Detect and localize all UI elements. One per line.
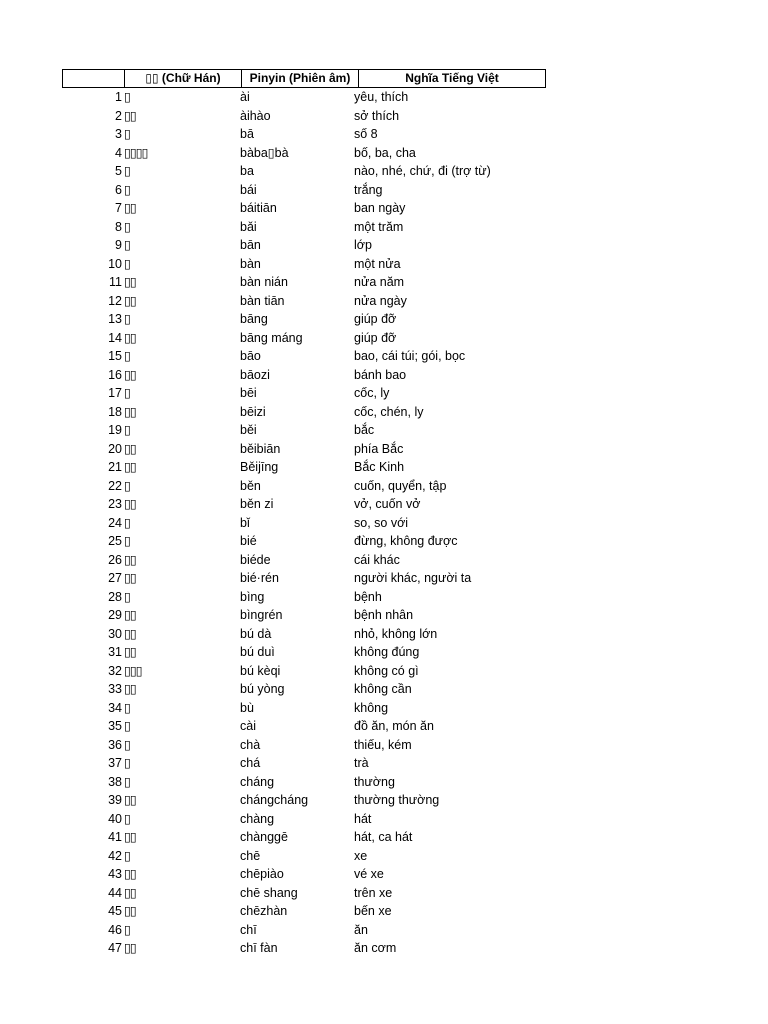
row-chinese-characters: ▯▯	[124, 460, 136, 474]
table-row	[62, 902, 662, 921]
row-pinyin: bù	[240, 700, 254, 715]
row-pinyin: běibiān	[240, 441, 281, 456]
row-chinese-characters: ▯▯	[124, 941, 136, 955]
row-meaning: bệnh	[354, 589, 382, 604]
header-vietnamese-meaning: Nghĩa Tiếng Việt	[405, 71, 499, 85]
row-chinese-characters: ▯▯	[124, 608, 136, 622]
row-meaning: cốc, ly	[354, 386, 390, 400]
row-chinese-characters: ▯▯	[124, 441, 136, 456]
row-chinese-characters: ▯▯	[124, 552, 136, 567]
header-number	[63, 70, 125, 87]
row-meaning: không cần	[354, 682, 412, 696]
table-row	[62, 273, 662, 292]
row-chinese-characters: ▯	[124, 719, 130, 733]
table-row	[62, 865, 662, 884]
row-meaning: giúp đỡ	[354, 312, 397, 326]
table-row	[62, 828, 662, 847]
row-pinyin: ba	[240, 164, 254, 178]
row-meaning: bắc	[354, 423, 375, 437]
row-pinyin: bìng	[240, 589, 265, 604]
table-row	[62, 125, 662, 144]
row-number: 21	[108, 460, 122, 474]
row-pinyin: chī fàn	[240, 941, 278, 955]
row-pinyin: cài	[240, 719, 256, 733]
table-row	[62, 477, 662, 496]
table-row	[62, 199, 662, 218]
row-pinyin: bú yòng	[240, 682, 285, 696]
row-chinese-characters: ▯	[124, 423, 130, 437]
row-meaning: hát, ca hát	[354, 830, 413, 844]
table-row	[62, 699, 662, 718]
row-pinyin: chē	[240, 848, 261, 863]
row-number: 18	[108, 404, 122, 419]
row-meaning: bao, cái túi; gói, bọc	[354, 349, 466, 363]
row-meaning: một nửa	[354, 256, 401, 271]
row-number: 6	[115, 182, 122, 197]
table-row	[62, 347, 662, 366]
table-row	[62, 717, 662, 736]
row-pinyin: bā	[240, 127, 254, 141]
row-chinese-characters: ▯▯	[124, 293, 136, 308]
row-number: 37	[108, 756, 122, 770]
row-meaning: đừng, không được	[354, 534, 458, 548]
row-number: 16	[108, 367, 122, 382]
table-row	[62, 532, 662, 551]
row-chinese-characters: ▯	[124, 700, 130, 715]
row-number: 44	[108, 885, 122, 900]
table-row	[62, 939, 662, 958]
row-number: 42	[108, 848, 122, 863]
row-number: 38	[108, 774, 122, 789]
row-chinese-characters: ▯	[124, 589, 130, 604]
table-row	[62, 736, 662, 755]
row-pinyin: chē shang	[240, 885, 298, 900]
table-row	[62, 606, 662, 625]
header-chinese-characters: ▯▯ (Chữ Hán)	[125, 70, 242, 87]
row-pinyin: běn zi	[240, 497, 274, 511]
table-row	[62, 384, 662, 403]
row-meaning: nhỏ, không lớn	[354, 626, 438, 641]
row-pinyin: bàn tiān	[240, 293, 285, 308]
row-chinese-characters: ▯▯	[124, 867, 136, 881]
vocabulary-table-body	[62, 88, 662, 958]
row-chinese-characters: ▯▯	[124, 367, 136, 382]
row-pinyin: běi	[240, 423, 257, 437]
row-pinyin: bái	[240, 182, 257, 197]
row-pinyin: bǐ	[240, 515, 250, 530]
row-meaning: bệnh nhân	[354, 608, 414, 622]
row-number: 4	[115, 145, 122, 160]
row-number: 17	[108, 386, 122, 400]
row-meaning: không có gì	[354, 663, 419, 678]
row-meaning: nửa năm	[354, 275, 405, 289]
row-pinyin: bié·rén	[240, 571, 279, 585]
table-row	[62, 773, 662, 792]
row-chinese-characters: ▯▯	[124, 626, 136, 641]
row-number: 34	[108, 700, 122, 715]
row-pinyin: bāo	[240, 349, 261, 363]
table-row	[62, 181, 662, 200]
row-chinese-characters: ▯▯	[124, 201, 136, 215]
row-meaning: vở, cuốn vở	[354, 497, 421, 511]
row-meaning: nào, nhé, chứ, đi (trợ từ)	[354, 164, 491, 178]
row-chinese-characters: ▯	[124, 312, 130, 326]
row-number: 22	[108, 478, 122, 493]
row-chinese-characters: ▯	[124, 534, 130, 548]
table-row	[62, 884, 662, 903]
row-meaning: thiếu, kém	[354, 737, 412, 752]
row-number: 3	[115, 127, 122, 141]
table-row	[62, 310, 662, 329]
row-pinyin: chángcháng	[240, 793, 309, 807]
row-pinyin: bēizi	[240, 404, 266, 419]
row-number: 28	[108, 589, 122, 604]
row-chinese-characters: ▯	[124, 238, 130, 252]
row-meaning: xe	[354, 848, 368, 863]
row-meaning: người khác, người ta	[354, 571, 472, 585]
row-meaning: Bắc Kinh	[354, 460, 405, 474]
row-chinese-characters: ▯	[124, 737, 130, 752]
row-chinese-characters: ▯	[124, 811, 130, 826]
row-number: 8	[115, 219, 122, 234]
row-meaning: hát	[354, 811, 372, 826]
table-row	[62, 107, 662, 126]
row-number: 14	[108, 330, 122, 345]
table-row	[62, 329, 662, 348]
row-pinyin: chàng	[240, 811, 275, 826]
row-number: 11	[109, 275, 122, 289]
table-row	[62, 292, 662, 311]
row-pinyin: àihào	[240, 108, 271, 123]
row-pinyin: bāozi	[240, 367, 270, 382]
row-chinese-characters: ▯	[124, 90, 130, 104]
row-pinyin: cháng	[240, 774, 275, 789]
row-chinese-characters: ▯	[124, 256, 130, 271]
row-meaning: lớp	[354, 238, 372, 252]
row-chinese-characters: ▯▯	[124, 108, 136, 123]
table-row	[62, 810, 662, 829]
row-meaning: bến xe	[354, 904, 392, 918]
row-number: 40	[108, 811, 122, 826]
table-row	[62, 88, 662, 107]
row-number: 26	[108, 552, 122, 567]
row-meaning: sở thích	[354, 108, 400, 123]
row-chinese-characters: ▯	[124, 774, 130, 789]
row-meaning: giúp đỡ	[354, 330, 397, 345]
row-chinese-characters: ▯▯	[124, 497, 136, 511]
row-meaning: cuốn, quyển, tập	[354, 478, 447, 493]
row-chinese-characters: ▯	[124, 127, 130, 141]
row-chinese-characters: ▯	[124, 219, 130, 234]
row-number: 15	[108, 349, 122, 363]
row-number: 46	[108, 922, 122, 937]
row-number: 39	[108, 793, 122, 807]
row-pinyin: bié	[240, 534, 257, 548]
row-number: 30	[108, 626, 122, 641]
row-meaning: không đúng	[354, 645, 420, 659]
row-number: 2	[115, 108, 122, 123]
row-number: 32	[108, 663, 122, 678]
row-number: 35	[108, 719, 122, 733]
row-chinese-characters: ▯▯	[124, 571, 136, 585]
table-row	[62, 514, 662, 533]
row-meaning: ăn	[354, 922, 368, 937]
row-chinese-characters: ▯	[124, 164, 130, 178]
row-number: 43	[108, 867, 122, 881]
row-number: 13	[108, 312, 122, 326]
table-row	[62, 236, 662, 255]
row-pinyin: bú kèqi	[240, 663, 281, 678]
row-pinyin: chànggē	[240, 830, 288, 844]
table-row	[62, 662, 662, 681]
table-row	[62, 440, 662, 459]
row-meaning: nửa ngày	[354, 293, 407, 308]
row-pinyin: bǎi	[240, 219, 257, 234]
table-row	[62, 255, 662, 274]
row-number: 23	[108, 497, 122, 511]
row-meaning: phía Bắc	[354, 441, 404, 456]
row-chinese-characters: ▯▯	[124, 793, 136, 807]
row-meaning: trắng	[354, 182, 383, 197]
row-meaning: ban ngày	[354, 201, 406, 215]
row-chinese-characters: ▯	[124, 756, 130, 770]
table-row	[62, 551, 662, 570]
row-meaning: không	[354, 700, 389, 715]
row-chinese-characters: ▯▯▯	[124, 663, 142, 678]
row-pinyin: bāng máng	[240, 330, 303, 345]
table-row	[62, 495, 662, 514]
row-pinyin: Běijīng	[240, 460, 279, 474]
table-row	[62, 458, 662, 477]
row-number: 29	[108, 608, 122, 622]
row-pinyin: chá	[240, 756, 261, 770]
row-number: 12	[108, 293, 122, 308]
row-pinyin: biéde	[240, 552, 271, 567]
row-number: 36	[108, 737, 122, 752]
table-row	[62, 643, 662, 662]
table-row	[62, 588, 662, 607]
row-meaning: vé xe	[354, 867, 384, 881]
table-row	[62, 366, 662, 385]
table-row	[62, 218, 662, 237]
row-chinese-characters: ▯▯▯▯	[124, 145, 148, 160]
row-number: 9	[115, 238, 122, 252]
table-row	[62, 625, 662, 644]
row-pinyin: chēpiào	[240, 867, 284, 881]
row-chinese-characters: ▯▯	[124, 275, 136, 289]
row-meaning: một trăm	[354, 219, 404, 234]
table-row	[62, 421, 662, 440]
row-pinyin: bìngrén	[240, 608, 283, 622]
row-meaning: ăn cơm	[354, 941, 397, 955]
row-pinyin: bàba▯bà	[240, 145, 289, 160]
row-chinese-characters: ▯▯	[124, 830, 136, 844]
row-meaning: đồ ăn, món ăn	[354, 719, 434, 733]
row-meaning: trà	[354, 756, 369, 770]
table-row	[62, 403, 662, 422]
row-pinyin: ài	[240, 90, 250, 104]
row-number: 1	[115, 90, 122, 104]
row-chinese-characters: ▯▯	[124, 330, 136, 345]
row-number: 10	[108, 256, 122, 271]
row-number: 25	[108, 534, 122, 548]
table-row	[62, 847, 662, 866]
table-row	[62, 569, 662, 588]
row-chinese-characters: ▯	[124, 349, 130, 363]
row-chinese-characters: ▯	[124, 515, 130, 530]
row-chinese-characters: ▯	[124, 386, 130, 400]
row-number: 31	[108, 645, 122, 659]
table-row	[62, 680, 662, 699]
row-chinese-characters: ▯▯	[124, 682, 136, 696]
row-number: 5	[115, 164, 122, 178]
row-number: 45	[108, 904, 122, 918]
row-meaning: bánh bao	[354, 367, 407, 382]
row-number: 33	[108, 682, 122, 696]
row-meaning: cốc, chén, ly	[354, 404, 424, 419]
row-pinyin: bàn nián	[240, 275, 288, 289]
row-meaning: số 8	[354, 127, 378, 141]
row-pinyin: běn	[240, 478, 261, 493]
row-meaning: thường thường	[354, 793, 440, 807]
table-row	[62, 921, 662, 940]
row-pinyin: chēzhàn	[240, 904, 288, 918]
row-pinyin: bú dà	[240, 626, 272, 641]
row-number: 19	[108, 423, 122, 437]
row-number: 7	[115, 201, 122, 215]
row-pinyin: chà	[240, 737, 261, 752]
table-row	[62, 162, 662, 181]
row-pinyin: bú duì	[240, 645, 275, 659]
table-row	[62, 791, 662, 810]
row-meaning: yêu, thích	[354, 90, 409, 104]
row-meaning: so, so với	[354, 515, 409, 530]
table-row	[62, 144, 662, 163]
row-meaning: thường	[354, 774, 395, 789]
row-pinyin: báitiān	[240, 201, 277, 215]
row-chinese-characters: ▯▯	[124, 404, 136, 419]
row-pinyin: bēi	[240, 386, 257, 400]
row-meaning: bố, ba, cha	[354, 145, 416, 160]
row-chinese-characters: ▯▯	[124, 645, 136, 659]
row-chinese-characters: ▯	[124, 182, 130, 197]
row-meaning: cái khác	[354, 552, 400, 567]
row-number: 27	[108, 571, 122, 585]
row-chinese-characters: ▯▯	[124, 904, 136, 918]
row-pinyin: bān	[240, 238, 261, 252]
row-pinyin: bàn	[240, 256, 261, 271]
row-chinese-characters: ▯▯	[124, 885, 136, 900]
row-chinese-characters: ▯	[124, 922, 130, 937]
row-number: 41	[108, 830, 122, 844]
row-pinyin: bāng	[240, 312, 268, 326]
header-pinyin: Pinyin (Phiên âm)	[242, 70, 359, 87]
row-meaning: trên xe	[354, 885, 393, 900]
row-number: 47	[108, 941, 122, 955]
table-header	[62, 69, 546, 88]
row-chinese-characters: ▯	[124, 478, 130, 493]
table-row	[62, 754, 662, 773]
row-number: 24	[108, 515, 122, 530]
row-number: 20	[108, 441, 122, 456]
row-pinyin: chī	[240, 922, 257, 937]
row-chinese-characters: ▯	[124, 848, 130, 863]
